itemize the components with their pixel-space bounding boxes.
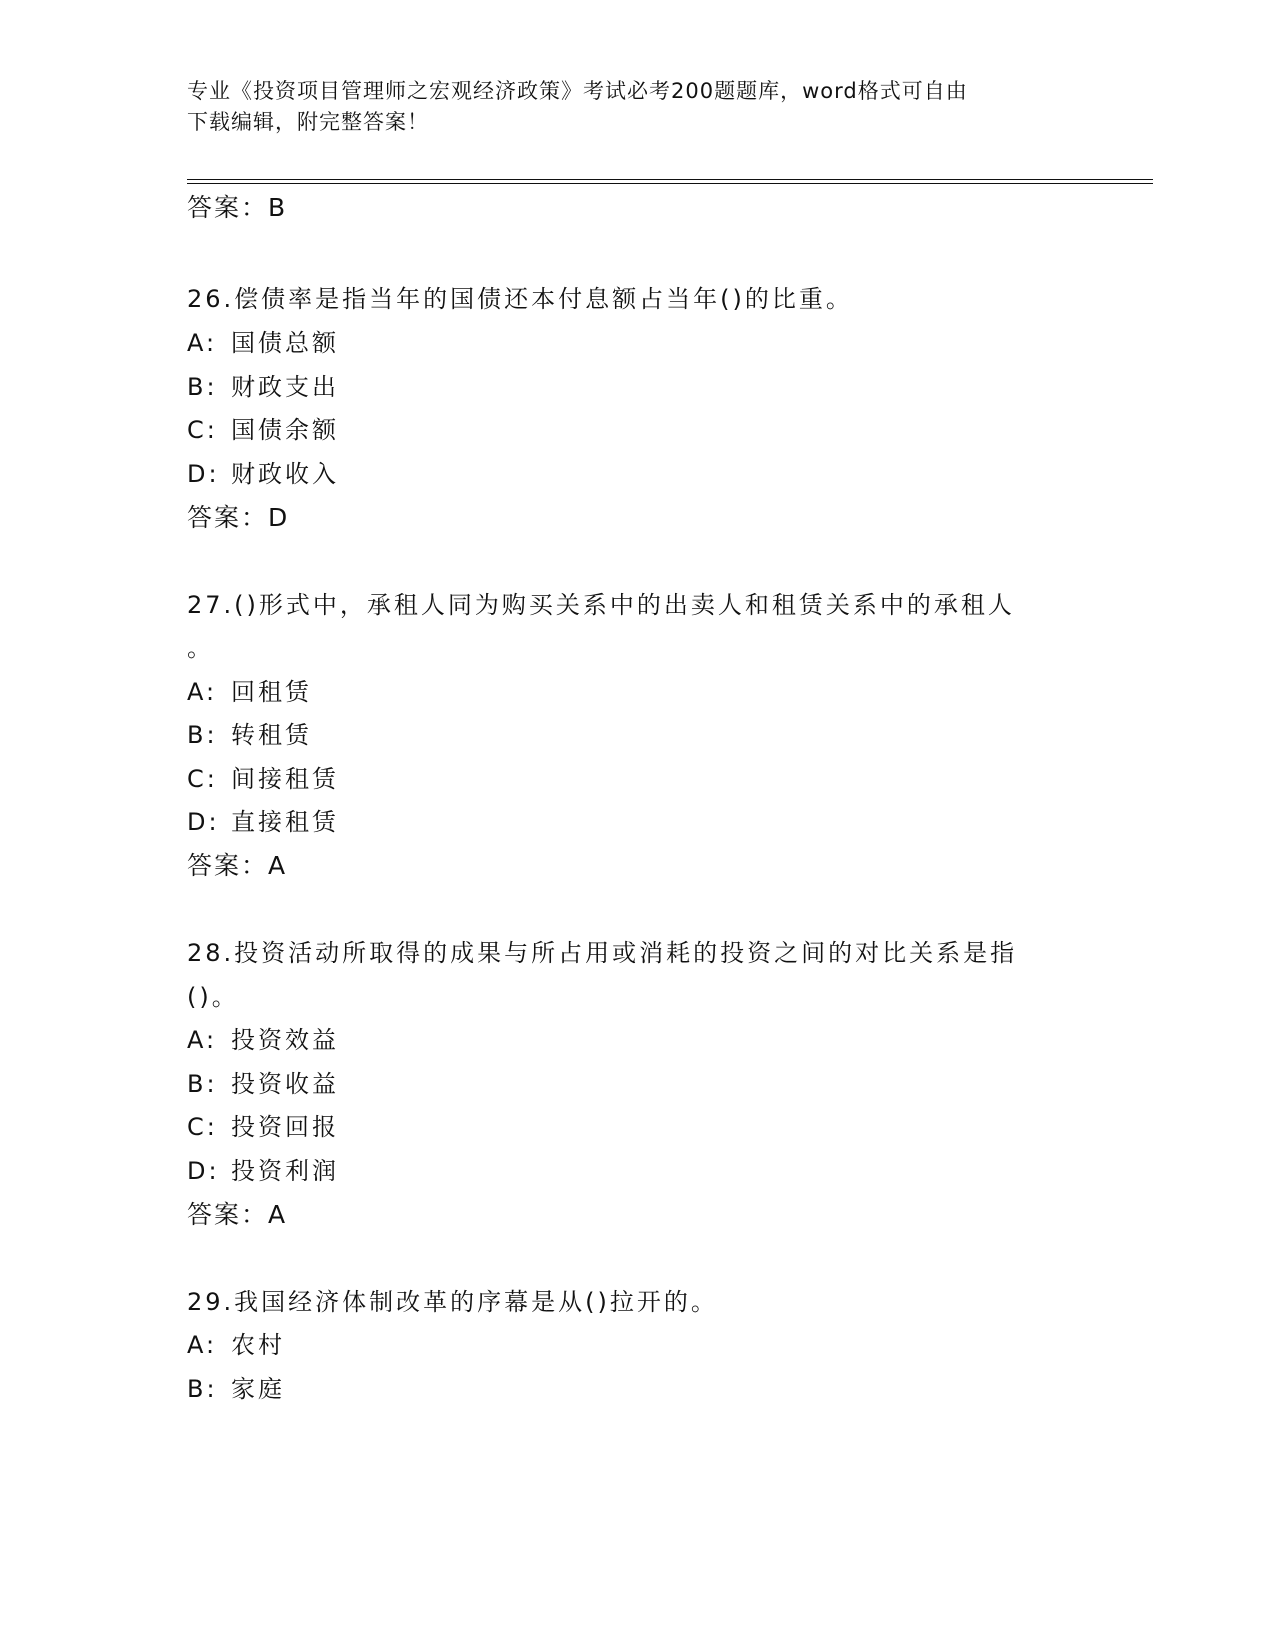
option-letter: A: bbox=[187, 1331, 218, 1359]
header-line-2: 下载编辑，附完整答案！ bbox=[187, 110, 429, 134]
option-letter: D: bbox=[187, 1157, 220, 1185]
question-27-stem-line-1: 27.()形式中，承租人同为购买关系中的出卖人和租赁关系中的承租人 bbox=[187, 591, 1015, 619]
option-letter: A: bbox=[187, 678, 218, 706]
option-text: 投资收益 bbox=[231, 1070, 339, 1098]
question-26-answer: 答案：D bbox=[187, 503, 290, 532]
question-26-option-c bbox=[187, 414, 339, 446]
option-text: 家庭 bbox=[231, 1375, 285, 1403]
header-rule-bottom bbox=[187, 183, 1153, 184]
option-text: 间接租赁 bbox=[231, 765, 339, 793]
option-text: 回租赁 bbox=[231, 678, 312, 706]
option-letter: D: bbox=[187, 460, 220, 488]
option-letter: A: bbox=[187, 1026, 218, 1054]
question-28-answer: 答案：A bbox=[187, 1200, 288, 1229]
header-line-1: 专业《投资项目管理师之宏观经济政策》考试必考200题题库，word格式可自由 bbox=[187, 79, 968, 103]
document-header bbox=[187, 76, 1087, 138]
question-26-stem: 26.偿债率是指当年的国债还本付息额占当年()的比重。 bbox=[187, 285, 853, 313]
option-text: 投资利润 bbox=[231, 1157, 339, 1185]
option-letter: B: bbox=[187, 373, 218, 401]
option-letter: C: bbox=[187, 765, 218, 793]
question-29-stem: 29.我国经济体制改革的序幕是从()拉开的。 bbox=[187, 1288, 718, 1316]
option-text: 国债余额 bbox=[231, 416, 339, 444]
question-27-option-d bbox=[187, 806, 339, 838]
question-28-option-c bbox=[187, 1111, 339, 1143]
question-28-option-a bbox=[187, 1024, 339, 1056]
question-27-option-a bbox=[187, 676, 312, 708]
question-27-option-b bbox=[187, 719, 312, 751]
option-text: 直接租赁 bbox=[231, 808, 339, 836]
question-27-stem-line-2: 。 bbox=[187, 634, 214, 662]
question-27-answer: 答案：A bbox=[187, 851, 288, 880]
question-27-option-c bbox=[187, 763, 339, 795]
question-26-option-b bbox=[187, 371, 339, 403]
option-letter: B: bbox=[187, 1070, 218, 1098]
header-rule-top bbox=[187, 179, 1153, 180]
option-text: 国债总额 bbox=[231, 329, 339, 357]
option-text: 投资效益 bbox=[231, 1026, 339, 1054]
question-26-option-d bbox=[187, 458, 339, 490]
option-text: 财政支出 bbox=[231, 373, 339, 401]
option-letter: B: bbox=[187, 1375, 218, 1403]
option-text: 财政收入 bbox=[231, 460, 339, 488]
question-29-option-a bbox=[187, 1329, 285, 1361]
question-28-option-d bbox=[187, 1155, 339, 1187]
question-29-option-b bbox=[187, 1373, 285, 1405]
previous-answer: 答案：B bbox=[187, 193, 288, 222]
option-letter: C: bbox=[187, 416, 218, 444]
question-28-stem-line-1: 28.投资活动所取得的成果与所占用或消耗的投资之间的对比关系是指 bbox=[187, 939, 1018, 967]
question-28-option-b bbox=[187, 1068, 339, 1100]
option-text: 转租赁 bbox=[231, 721, 312, 749]
option-letter: D: bbox=[187, 808, 220, 836]
option-letter: A: bbox=[187, 329, 218, 357]
option-letter: C: bbox=[187, 1113, 218, 1141]
option-text: 农村 bbox=[231, 1331, 285, 1359]
question-26-option-a bbox=[187, 327, 339, 359]
question-28-stem-line-2: ()。 bbox=[187, 983, 239, 1011]
option-letter: B: bbox=[187, 721, 218, 749]
option-text: 投资回报 bbox=[231, 1113, 339, 1141]
